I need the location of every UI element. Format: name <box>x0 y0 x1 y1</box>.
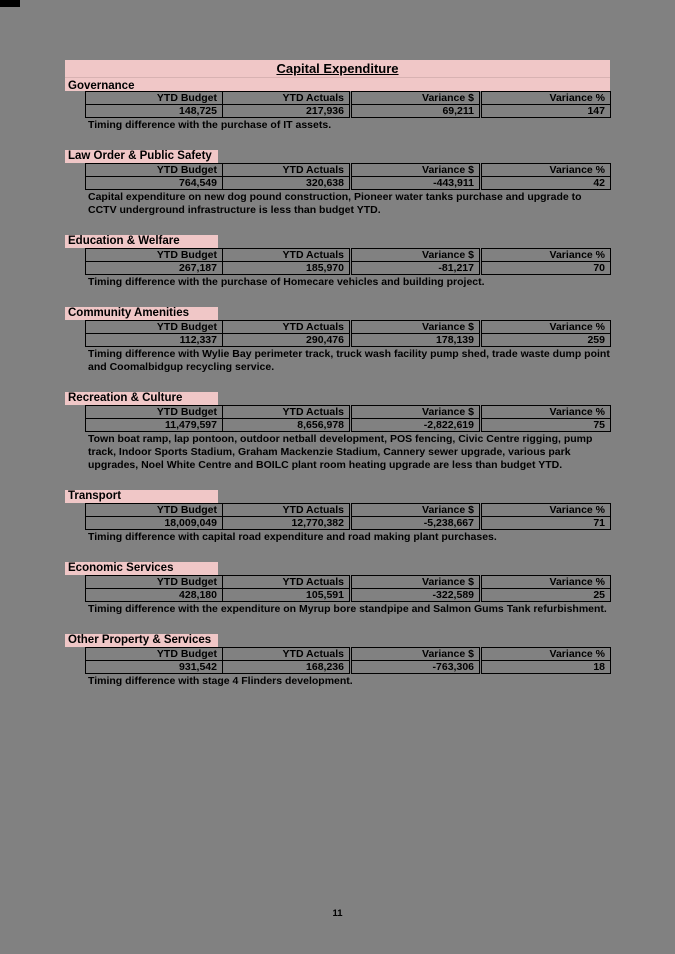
ytd-budget-value: 18,009,049 <box>86 517 223 530</box>
variance-pct-value: 25 <box>481 589 611 602</box>
column-header-variance-dollar: Variance $ <box>351 406 481 419</box>
section-community-amenities <box>65 307 610 374</box>
data-table <box>85 248 611 275</box>
column-header-ytd-budget: YTD Budget <box>86 648 223 661</box>
variance-value: -2,822,619 <box>351 419 481 432</box>
column-header-ytd-budget: YTD Budget <box>86 249 223 262</box>
column-header-variance-dollar: Variance $ <box>351 576 481 589</box>
ytd-actuals-value: 185,970 <box>223 262 351 275</box>
corner-artifact <box>0 0 20 7</box>
ytd-budget-value: 11,479,597 <box>86 419 223 432</box>
ytd-actuals-value: 320,638 <box>223 177 351 190</box>
variance-value: -443,911 <box>351 177 481 190</box>
table-row <box>86 419 611 432</box>
column-header-variance-pct: Variance % <box>481 92 611 105</box>
table-row <box>86 334 611 347</box>
ytd-budget-value: 267,187 <box>86 262 223 275</box>
ytd-actuals-value: 105,591 <box>223 589 351 602</box>
table-header-row <box>86 648 611 661</box>
section-law-order-public-safety <box>65 150 610 217</box>
ytd-budget-value: 764,549 <box>86 177 223 190</box>
column-header-variance-dollar: Variance $ <box>351 164 481 177</box>
variance-value: -322,589 <box>351 589 481 602</box>
column-header-ytd-budget: YTD Budget <box>86 576 223 589</box>
column-header-variance-pct: Variance % <box>481 164 611 177</box>
ytd-actuals-value: 217,936 <box>223 105 351 118</box>
variance-pct-value: 75 <box>481 419 611 432</box>
table-header-row <box>86 576 611 589</box>
section-header: Law Order & Public Safety <box>65 150 218 163</box>
ytd-budget-value: 428,180 <box>86 589 223 602</box>
section-other-property-services <box>65 634 610 688</box>
section-note: Timing difference with the purchase of Homecare vehicles and building project. <box>88 276 485 288</box>
table-row <box>86 105 611 118</box>
column-header-variance-pct: Variance % <box>481 576 611 589</box>
section-note: Timing difference with capital road expenditure and road making plant purchases. <box>88 531 497 543</box>
column-header-variance-dollar: Variance $ <box>351 321 481 334</box>
column-header-ytd-actuals: YTD Actuals <box>223 576 351 589</box>
section-note: Capital expenditure on new dog pound construction, Pioneer water tanks purchase and upgrade to CCTV underground infrastructure is less than budget YTD. <box>88 191 582 216</box>
column-header-ytd-budget: YTD Budget <box>86 504 223 517</box>
section-note: Town boat ramp, lap pontoon, outdoor netball development, POS fencing, Civic Centre rigging, pump track, Indoor Sports Stadium, Graham Mackenzie Stadium, Cannery sewer upgrade, various park upgrades, Noel White Centre and BOILC plant room heating upgrade are less than budget YTD. <box>88 433 593 471</box>
table-header-row <box>86 504 611 517</box>
section-header: Other Property & Services <box>65 634 218 647</box>
column-header-variance-dollar: Variance $ <box>351 504 481 517</box>
data-table <box>85 575 611 602</box>
variance-value: -763,306 <box>351 661 481 674</box>
ytd-budget-value: 931,542 <box>86 661 223 674</box>
column-header-ytd-actuals: YTD Actuals <box>223 406 351 419</box>
table-row <box>86 177 611 190</box>
data-table <box>85 91 611 118</box>
variance-value: -81,217 <box>351 262 481 275</box>
column-header-variance-pct: Variance % <box>481 249 611 262</box>
data-table <box>85 647 611 674</box>
column-header-variance-pct: Variance % <box>481 406 611 419</box>
section-transport <box>65 490 610 544</box>
table-header-row <box>86 406 611 419</box>
column-header-variance-dollar: Variance $ <box>351 648 481 661</box>
data-table <box>85 320 611 347</box>
ytd-actuals-value: 8,656,978 <box>223 419 351 432</box>
table-row <box>86 517 611 530</box>
data-table <box>85 163 611 190</box>
variance-pct-value: 147 <box>481 105 611 118</box>
table-row <box>86 589 611 602</box>
column-header-ytd-actuals: YTD Actuals <box>223 164 351 177</box>
variance-pct-value: 18 <box>481 661 611 674</box>
section-education-welfare <box>65 235 610 289</box>
table-header-row <box>86 321 611 334</box>
section-title: Governance <box>68 80 135 92</box>
table-header-row <box>86 249 611 262</box>
variance-value: 178,139 <box>351 334 481 347</box>
ytd-actuals-value: 12,770,382 <box>223 517 351 530</box>
data-table <box>85 503 611 530</box>
column-header-ytd-actuals: YTD Actuals <box>223 321 351 334</box>
variance-value: -5,238,667 <box>351 517 481 530</box>
data-table <box>85 405 611 432</box>
section-header: Community Amenities <box>65 307 218 320</box>
section-note: Timing difference with stage 4 Flinders development. <box>88 675 353 687</box>
section-header: Transport <box>65 490 218 503</box>
table-header-row <box>86 92 611 105</box>
page-title: Capital Expenditure <box>276 61 399 76</box>
column-header-ytd-actuals: YTD Actuals <box>223 648 351 661</box>
column-header-variance-pct: Variance % <box>481 504 611 517</box>
page-number: 11 <box>332 908 343 919</box>
table-row <box>86 661 611 674</box>
section-governance <box>65 60 610 132</box>
column-header-ytd-actuals: YTD Actuals <box>223 504 351 517</box>
section-header: Education & Welfare <box>65 235 218 248</box>
table-row <box>86 262 611 275</box>
section-economic-services <box>65 562 610 616</box>
table-header-row <box>86 164 611 177</box>
column-header-ytd-budget: YTD Budget <box>86 406 223 419</box>
column-header-ytd-actuals: YTD Actuals <box>223 92 351 105</box>
column-header-variance-dollar: Variance $ <box>351 92 481 105</box>
column-header-ytd-actuals: YTD Actuals <box>223 249 351 262</box>
column-header-ytd-budget: YTD Budget <box>86 164 223 177</box>
section-note: Timing difference with the expenditure on Myrup bore standpipe and Salmon Gums Tank refurbishment. <box>88 603 607 615</box>
ytd-actuals-value: 168,236 <box>223 661 351 674</box>
ytd-budget-value: 112,337 <box>86 334 223 347</box>
section-note: Timing difference with Wylie Bay perimeter track, truck wash facility pump shed, trade waste dump point and Coomalbidgup recycling service. <box>88 348 610 373</box>
ytd-actuals-value: 290,476 <box>223 334 351 347</box>
section-header: Recreation & Culture <box>65 392 218 405</box>
variance-value: 69,211 <box>351 105 481 118</box>
column-header-ytd-budget: YTD Budget <box>86 321 223 334</box>
column-header-variance-pct: Variance % <box>481 321 611 334</box>
section-header: Economic Services <box>65 562 218 575</box>
section-header <box>65 77 610 91</box>
variance-pct-value: 71 <box>481 517 611 530</box>
column-header-ytd-budget: YTD Budget <box>86 92 223 105</box>
report-title-bar <box>65 60 610 77</box>
variance-pct-value: 70 <box>481 262 611 275</box>
section-note: Timing difference with the purchase of IT assets. <box>88 119 332 131</box>
variance-pct-value: 42 <box>481 177 611 190</box>
column-header-variance-dollar: Variance $ <box>351 249 481 262</box>
section-recreation-culture <box>65 392 610 472</box>
column-header-variance-pct: Variance % <box>481 648 611 661</box>
report-content <box>65 60 610 706</box>
ytd-budget-value: 148,725 <box>86 105 223 118</box>
variance-pct-value: 259 <box>481 334 611 347</box>
